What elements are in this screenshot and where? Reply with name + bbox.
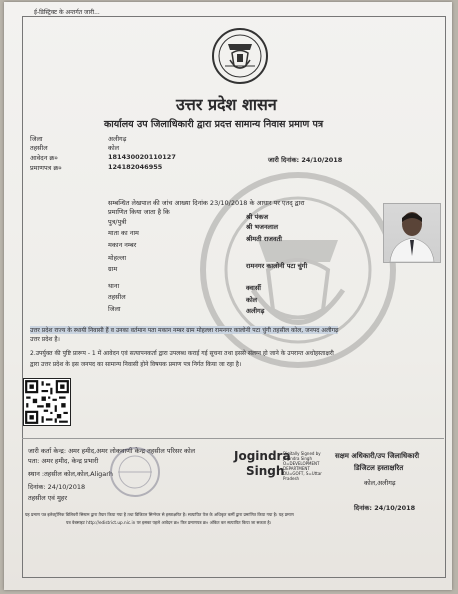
page-title: उत्तर प्रदेश शासन [176,95,277,114]
issued-by-text: जारी कर्ता केन्द्र: अमर हमीद,अमर लोकवाणी केन्द्र तहसील परिसर कोल [28,447,196,455]
qr-code [23,378,71,426]
field-value-district: अलीगढ़ [246,307,265,315]
paragraph-2-line-1: 2.उपर्युक्त की पुष्टि प्रारूप - 1 में आवेदन एवं सत्यापनकर्ता द्वारा उपलब्ध कराई गई सूचना तथा इससे संलग्न हो जाने के उपरान्त अधोहस्ताक्षरी [30,350,334,357]
footer-date: दिनांक: 24/10/2018 [28,483,86,491]
verification-note-line-1: यह प्रमाण पत्र इलेक्ट्रॉनिक डिलिवरी सिस्टम द्वारा तैयार किया गया है तथा डिजिटल सिग्नेचर से हस्ताक्षरित है। सत्यापित पेज के अधिकृत कर्मी द्वारा प्रमाणित किया गया है। यह प्रमाण [25,512,294,517]
signer-name-line-1: Jogindra [234,449,291,463]
top-note: ई-डिस्ट्रिक्ट के अन्तर्गत जारी... [34,9,100,16]
district-label: जिला [30,135,43,143]
field-label-district: जिला [108,305,121,313]
officer-location: कोल,अलीगढ़ [364,479,396,487]
field-label-mother: माता का नाम [108,229,139,237]
field-label-village: ग्राम [108,265,118,273]
field-value-father: श्री भजनलाल [246,223,279,231]
field-label-tehsil: तहसील [108,293,126,301]
intro-line-1: सम्बन्धित लेखपाल की जांच आख्या दिनांक 23/10/2018 के आधार पर एतद् द्वारा [108,199,305,207]
field-label-house: मकान नम्बर [108,241,137,249]
field-label-locality: मोहल्ला [108,254,127,262]
office-stamp-icon [108,445,162,499]
state-emblem-icon [210,26,270,86]
paragraph-2-line-2: द्वारा उत्तर प्रदेश के इस जनपद का सामान्य निवासी होने विषयक प्रमाण पत्र निर्गत किया जा रहा है। [30,361,242,368]
field-label-relation: पुत्र/पुत्री [108,218,127,226]
issue-date: जारी दिनांक: 24/10/2018 [268,156,343,164]
officer-date: दिनांक: 24/10/2018 [354,504,416,512]
certificate-value: 124182046955 [108,163,163,171]
place-text: स्थान :तहसील कोल,कोल,Aligarh [28,470,113,478]
intro-line-2: प्रमाणित किया जाता है कि [108,208,170,216]
application-label: आवेदन क्र० [30,154,58,162]
district-value: अलीगढ़ [108,135,127,143]
officer-digital-signed: डिजिटल हस्ताक्षरित [354,464,404,472]
field-value-tehsil: कोल [246,296,258,304]
applicant-photo [383,203,441,263]
paragraph-1-line-2: उत्तर प्रदेश है। [30,336,60,343]
certificate-label: प्रमाणपत्र क्र० [30,164,62,172]
field-value-name: श्री पंकज [246,213,269,221]
page-subtitle: कार्यालय उप जिलाधिकारी द्वारा प्रदत्त सामान्य निवास प्रमाण पत्र [104,119,324,130]
field-value-locality: रामनगर कालोनी पटा चुंगी [246,262,308,270]
verification-note-line-2: पत्र वेबसाइट http://edistrict.up.nic.in पर इसका पहले आवेदन क्र० फिर प्रमाणपत्र क्र० अंकित कर सत्यापित किया जा सकता है। [66,520,272,525]
field-value-police: क्वार्सी [246,284,261,292]
paragraph-1-line-1: उत्तर प्रदेश राज्य के स्थायी निवासी हैं व उनका वर्तमान पता मकान नम्बर ग्राम मोहल्ला रामनगर कालोनी पटा चुंगी तहसील कोल, जनपद अलीगढ़ [30,327,339,334]
signer-name-line-2: Singh [246,464,285,478]
officer-designation: सक्षम अधिकारी/उप जिलाधिकारी [335,452,420,460]
address-text: पता: अमर हमीद, केन्द्र प्रभारी [28,457,99,465]
tehsil-value: कोल [108,144,120,152]
field-label-police: थाना [108,282,120,290]
tehsil-label: तहसील [30,144,48,152]
application-value: 181430020110127 [108,153,176,161]
seal-line: तहसील एवं मुहर [28,494,67,502]
footer-divider [22,438,444,439]
field-value-mother: श्रीमती राजवती [246,235,282,243]
digital-signature-text: Digitally Signed by Jogindra Singh O=DEVELOPMENT DEPARTMENT OU=GOFT, S=Uttar Pradesh [283,451,322,481]
